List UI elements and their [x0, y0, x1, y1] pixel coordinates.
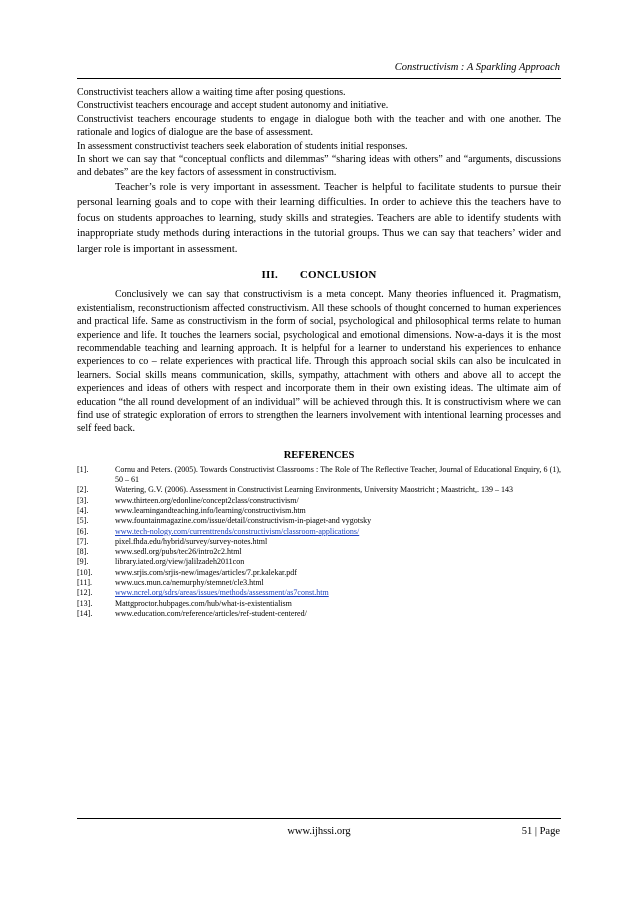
- reference-number: [13].: [77, 598, 93, 608]
- conclusion-paragraph: Conclusively we can say that constructivism is a meta concept. Many theories influenced it. Pragmatism, existentialism, reconstructionism affected constructivism. All these schools of thought concerned to human experiences and practical life. Same as constructivism in the form of social, psychological and philosophical terms relate to human experience and life. It touches the learners social, psychological and emotional dimensions. Now-a-days it is the most recommendable teaching and learning approach. It is helpful for a learner to understand his experiences to enhance experiences to co – relate experiences with practical life. Through this approach social skils can also be inculcated in learners. Social skills means communication, skills, sympathy, attachment with others and above all to accept the experiences and ideas of others with respect and incorporate them in their own existing ideas. The ultimate aim of education “the all round development of an individual” will be achieved through this. It is constructivism where we can find use of strategic exploration of errors to strengthen the learners involvement with intentional learning processes and self feed back.: [77, 289, 561, 435]
- references-heading: REFERENCES: [283, 449, 355, 461]
- reference-number: [3].: [77, 495, 89, 505]
- reference-number: [10].: [77, 567, 93, 577]
- reference-item: [77, 547, 561, 557]
- reference-link[interactable]: www.tech-nology.com/currenttrends/constructivism/classroom-applications/: [115, 526, 360, 536]
- reference-text: www.fountainmagazine.com/issue/detail/constructivism-in-piaget-and vygotsky: [115, 516, 372, 526]
- reference-text: www.thirteen.org/edonline/concept2class/constructivism/: [115, 495, 299, 505]
- reference-number: [4].: [77, 506, 89, 515]
- page-content: [77, 86, 561, 619]
- section-heading: [77, 269, 561, 281]
- references-list: [77, 465, 561, 619]
- reference-item: [77, 527, 561, 537]
- teacher-role-paragraph: Teacher’s role is very important in assessment. Teacher is helpful to facilitate students to pursue their personal learning goals and to cope with their learning difficulties. In order to achieve this the teachers have to focus on students approaches to learning, study skills and strategies. Teachers are able to identify students with inappropriate study methods during interactions in the tutorial groups. Thus we can say that teachers’ wider and larger role is important in assessment.: [77, 181, 561, 255]
- reference-item: [77, 568, 561, 578]
- reference-item: [77, 609, 561, 619]
- reference-number: [9].: [77, 557, 89, 567]
- reference-text: www.ucs.mun.ca/nemurphy/stemnet/cle3.html: [115, 578, 264, 588]
- intro-line: Constructivist teachers encourage and accept student autonomy and initiative.: [77, 100, 389, 112]
- footer-site: www.ijhssi.org: [287, 826, 351, 837]
- header-rule: [77, 78, 561, 79]
- reference-item: [77, 578, 561, 588]
- reference-item: [77, 465, 561, 486]
- reference-text: Cornu and Peters. (2005). Towards Constructivist Classrooms : The Role of The Reflective Teacher, Journal of Educational Enquiry, 6 (1), 50 – 61: [115, 464, 561, 485]
- intro-line: Constructivist teachers allow a waiting time after posing questions.: [77, 87, 346, 98]
- reference-number: [8].: [77, 547, 89, 557]
- running-header: Constructivism : A Sparkling Approach: [394, 62, 560, 73]
- reference-text: Mattgproctor.hubpages.com/hub/what-is-existentialism: [115, 598, 292, 608]
- reference-link[interactable]: www.ncrel.org/sdrs/areas/issues/methods/assessment/as7const.htm: [115, 588, 329, 598]
- footer-rule: [77, 818, 561, 819]
- reference-number: [2].: [77, 485, 89, 495]
- intro-line: In assessment constructivist teachers seek elaboration of students initial responses.: [77, 140, 408, 152]
- reference-number: [11].: [77, 578, 93, 588]
- reference-text: pixel.fhda.edu/hybrid/survey/survey-notes.html: [115, 536, 268, 546]
- reference-item: [77, 485, 561, 495]
- reference-text: Watering, G.V. (2006). Assessment in Constructivist Learning Environments, University Maostricht ; Maastricht,. 139 – 143: [115, 485, 514, 495]
- reference-item: [77, 516, 561, 526]
- intro-line: Constructivist teachers encourage students to engage in dialogue both with the teacher and with one another. The rationale and logics of dialogue are the base of assessment.: [77, 113, 561, 139]
- footer-page-number: 51 | Page: [521, 826, 560, 837]
- reference-item: [77, 557, 561, 567]
- reference-text: library.iated.org/view/jalilzadeh2011con: [115, 557, 245, 567]
- reference-item: [77, 537, 561, 547]
- reference-item: [77, 588, 561, 598]
- reference-number: [6].: [77, 526, 89, 536]
- reference-item: [77, 599, 561, 609]
- section-title: CONCLUSION: [299, 269, 377, 282]
- reference-number: [14].: [77, 608, 93, 618]
- reference-item: [77, 496, 561, 506]
- reference-number: [12].: [77, 588, 93, 598]
- reference-number: [1].: [77, 464, 89, 474]
- reference-number: [7].: [77, 536, 89, 546]
- intro-line: In short we can say that “conceptual conflicts and dilemmas” “sharing ideas with others” and “arguments, discussions and debates” are the key factors of assessment in constructivism.: [77, 154, 561, 179]
- reference-item: [77, 506, 561, 516]
- reference-text: www.sedl.org/pubs/tec26/intro2c2.html: [115, 547, 242, 557]
- reference-text: www.education.com/reference/articles/ref-student-centered/: [115, 608, 307, 618]
- reference-text: www.learningandteaching.info/learning/constructivism.htm: [115, 506, 306, 515]
- reference-number: [5].: [77, 516, 89, 526]
- reference-text: www.srjis.com/srjis-new/images/articles/7.pr.kalekar.pdf: [115, 567, 297, 577]
- section-number: III.: [261, 269, 278, 282]
